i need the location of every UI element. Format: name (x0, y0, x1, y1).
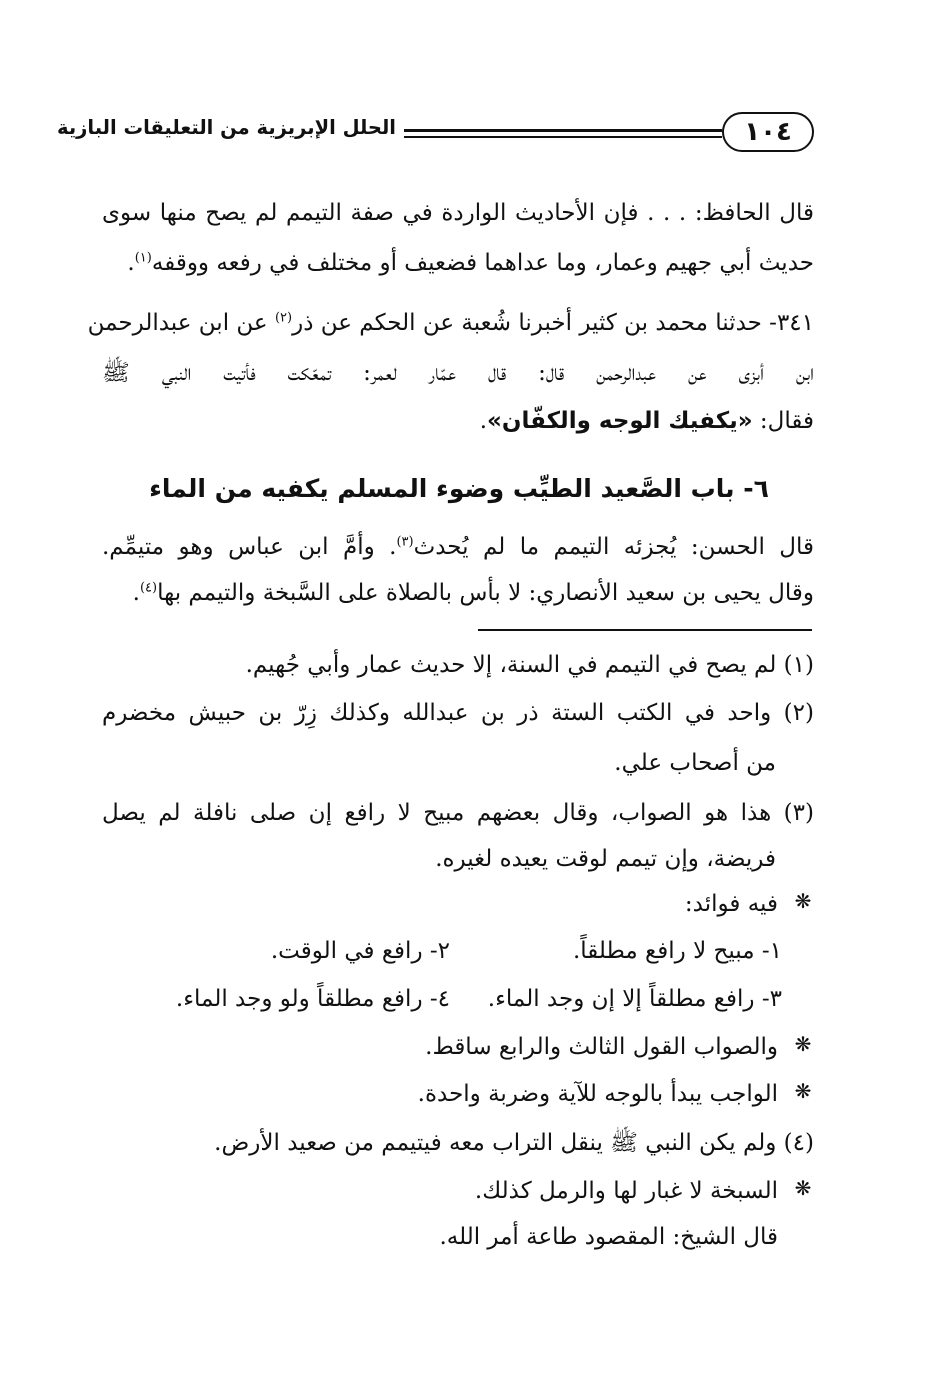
obligatory-text: الواجب يبدأ بالوجه للآية وضربة واحدة. (417, 1081, 778, 1107)
correct-view-line (102, 1032, 814, 1060)
footnote-3-line-1: (٣) هذا هو الصواب، وقال بعضهم مبيح لا رافع إن صلى نافلة لم يصل (102, 800, 814, 826)
chapter-title: ٦- باب الصَّعيد الطيِّب وضوء المسلم يكفيه من الماء (149, 474, 769, 503)
yahya-line (102, 582, 814, 605)
footnote-2-line-2: من أصحاب علي. (614, 750, 776, 776)
footnote-4: (٤) ولم يكن النبي ﷺ ينقل التراب معه فيتيمم من صعيد الأرض. (214, 1130, 814, 1156)
sabkha-line (102, 1176, 814, 1204)
yahya-line-a: وقال يحيى بن سعيد الأنصاري: لا بأس بالصلاة على السَّبخة والتيمم بها (157, 580, 814, 606)
footnote-3-line-2: فريضة، وإن تيمم لوقت يعيده لغيره. (435, 846, 776, 872)
hadith-line-3-a: فقال: (752, 408, 814, 434)
footnote-ref-4: (٤) (139, 580, 158, 596)
page-number-badge: ١٠٤ (722, 112, 814, 152)
hasan-line-a: قال الحسن: يُجزئه التيمم ما لم يُحدث (413, 534, 814, 560)
hadith-341-line-1 (87, 310, 814, 336)
benefits-heading (102, 889, 814, 917)
hasan-line-b: . وأمَّ ابن عباس وهو متيمِّم. (102, 534, 397, 560)
footnote-ref-1: (١) (134, 250, 152, 266)
footnote-2-line-1: (٢) واحد في الكتب الستة ذر بن عبدالله وكذلك زِرّ بن حبيش مخضرم (102, 700, 814, 726)
benefit-2: ٢- رافع في الوقت. (270, 938, 450, 964)
benefit-4: ٤- رافع مطلقاً ولو وجد الماء. (175, 986, 450, 1012)
prophetic-quote: «يكفيك الوجه والكفّان» (487, 408, 753, 434)
header-rule-thick (404, 129, 722, 132)
hafiz-line-2 (102, 252, 814, 275)
hafiz-line-2-end: . (127, 250, 135, 276)
running-title: الحلل الإبريزية من التعليقات البازية (57, 116, 396, 139)
hafiz-line-1: قال الحافظ: . . . فإن الأحاديث الواردة في صفة التيمم لم يصح منها سوى (102, 200, 814, 226)
benefit-1: ١- مبيح لا رافع مطلقاً. (572, 938, 782, 964)
footnote-1: (١) لم يصح في التيمم في السنة، إلا حديث عمار وأبي جُهيم. (245, 652, 814, 678)
obligatory-line (102, 1079, 814, 1107)
star-bullet-icon: ❋ (794, 1079, 812, 1103)
benefits-row-1 (102, 940, 782, 968)
hadith-line-3-end: . (479, 408, 487, 434)
page-header (57, 112, 814, 156)
header-rule-thin (404, 136, 722, 138)
hadith-line-1-b: عن ابن عبدالرحمن (87, 310, 275, 336)
correct-view-text: والصواب القول الثالث والرابع ساقط. (425, 1034, 778, 1060)
star-bullet-icon: ❋ (794, 1176, 812, 1200)
star-bullet-icon: ❋ (794, 1032, 812, 1056)
yahya-line-end: . (132, 580, 140, 606)
hadith-341-line-3 (102, 410, 814, 433)
benefits-row-2 (102, 988, 782, 1016)
hasan-line (102, 536, 814, 559)
footnote-separator (478, 629, 812, 631)
footnote-ref-3: (٣) (396, 534, 414, 550)
benefit-3: ٣- رافع مطلقاً إلا إن وجد الماء. (487, 986, 782, 1012)
sheikh-line: قال الشيخ: المقصود طاعة أمر الله. (439, 1224, 778, 1250)
footnote-ref-2: (٢) (274, 310, 293, 326)
hadith-341-line-2: ابن أبزى عن عبدالرحمن قال: قال عمّار لعمر: تمعّكت فأتيت النبي ﷺ (102, 360, 814, 386)
star-bullet-icon: ❋ (794, 889, 812, 913)
benefits-heading-text: فيه فوائد: (684, 891, 778, 917)
sabkha-text: السبخة لا غبار لها والرمل كذلك. (474, 1178, 778, 1204)
hafiz-line-2-text: حديث أبي جهيم وعمار، وما عداهما فضعيف أو مختلف في رفعه ووقفه (151, 250, 814, 276)
hadith-line-1-a: ٣٤١- حدثنا محمد بن كثير أخبرنا شُعبة عن الحكم عن ذر (292, 310, 814, 336)
